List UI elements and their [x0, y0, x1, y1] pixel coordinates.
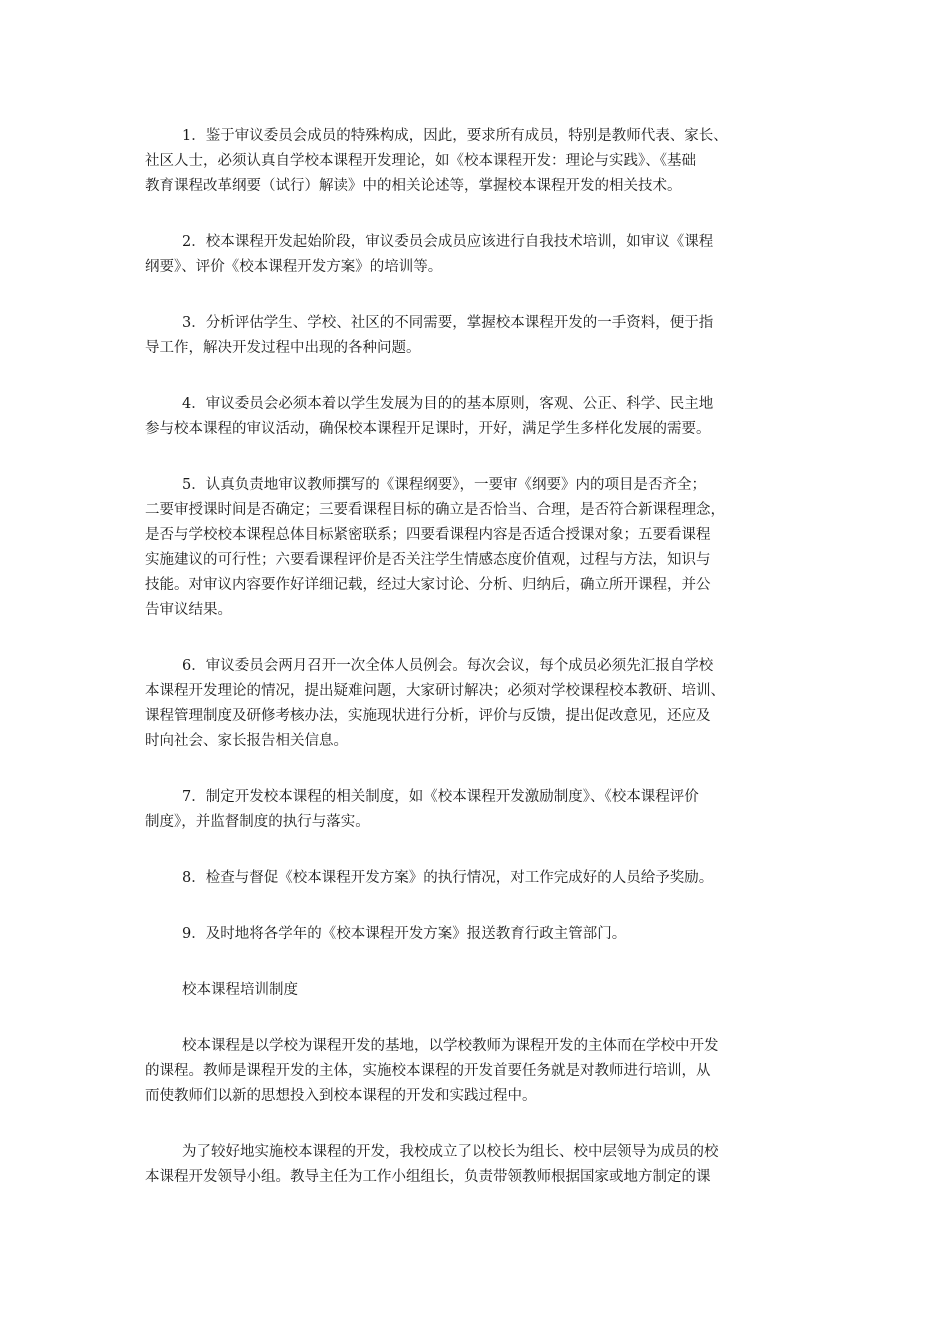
text-line: 实施建议的可行性；六要看课程评价是否关注学生情感态度价值观，过程与方法，知识与 [145, 552, 711, 568]
paragraph-item-9 [145, 922, 805, 947]
paragraph-item-5 [145, 473, 805, 623]
text-line: 告审议结果。 [145, 602, 232, 618]
text-line: 课程管理制度及研修考核办法，实施现状进行分析，评价与反馈，提出促改意见，还应及 [145, 708, 711, 724]
text-line: 3．分析评估学生、学校、社区的不同需要，掌握校本课程开发的一手资料，便于指 [182, 315, 714, 331]
paragraph-item-8 [145, 866, 805, 891]
paragraph-item-1 [145, 124, 805, 199]
text-line: 本课程开发理论的情况，提出疑难问题，大家研讨解决；必须对学校课程校本教研、培训、 [145, 683, 725, 699]
body-paragraph-1 [145, 1034, 805, 1109]
text-line: 7．制定开发校本课程的相关制度，如《校本课程开发激励制度》、《校本课程评价 [182, 789, 699, 805]
text-line: 为了较好地实施校本课程的开发，我校成立了以校长为组长、校中层领导为成员的校 [182, 1144, 719, 1160]
text-line: 校本课程是以学校为课程开发的基地，以学校教师为课程开发的主体而在学校中开发 [182, 1038, 719, 1054]
text-line: 教育课程改革纲要（试行）解读》中的相关论述等，掌握校本课程开发的相关技术。 [145, 178, 682, 194]
text-line: 8．检查与督促《校本课程开发方案》的执行情况，对工作完成好的人员给予奖励。 [182, 870, 714, 886]
text-line: 1．鉴于审议委员会成员的特殊构成，因此，要求所有成员，特别是教师代表、家长、 [182, 128, 728, 144]
text-line: 制度》，并监督制度的执行与落实。 [145, 814, 370, 830]
paragraph-item-7 [145, 785, 805, 835]
text-line: 而使教师们以新的思想投入到校本课程的开发和实践过程中。 [145, 1088, 537, 1104]
text-line: 2．校本课程开发起始阶段，审议委员会成员应该进行自我技术培训，如审议《课程 [182, 234, 714, 250]
text-line: 4．审议委员会必须本着以学生发展为目的的基本原则，客观、公正、科学、民主地 [182, 396, 714, 412]
heading-text: 校本课程培训制度 [182, 982, 298, 998]
text-line: 6．审议委员会两月召开一次全体人员例会。每次会议，每个成员必须先汇报自学校 [182, 658, 714, 674]
text-line: 技能。对审议内容要作好详细记载，经过大家讨论、分析、归纳后，确立所开课程，并公 [145, 577, 711, 593]
text-line: 是否与学校校本课程总体目标紧密联系；四要看课程内容是否适合授课对象；五要看课程 [145, 527, 711, 543]
body-paragraph-2 [145, 1140, 805, 1190]
text-line: 9．及时地将各学年的《校本课程开发方案》报送教育行政主管部门。 [182, 926, 627, 942]
text-line: 的课程。教师是课程开发的主体，实施校本课程的开发首要任务就是对教师进行培训，从 [145, 1063, 711, 1079]
text-line: 社区人士，必须认真自学校本课程开发理论，如《校本课程开发：理论与实践》、《基础 [145, 153, 696, 169]
text-line: 导工作，解决开发过程中出现的各种问题。 [145, 340, 421, 356]
text-line: 5．认真负责地审议教师撰写的《课程纲要》，一要审《纲要》内的项目是否齐全； [182, 477, 706, 493]
document-page [145, 124, 805, 1221]
text-line: 本课程开发领导小组。教导主任为工作小组组长，负责带领教师根据国家或地方制定的课 [145, 1169, 711, 1185]
paragraph-item-6 [145, 654, 805, 754]
paragraph-item-3 [145, 311, 805, 361]
text-line: 二要审授课时间是否确定；三要看课程目标的确立是否恰当、合理，是否符合新课程理念， [145, 502, 725, 518]
paragraph-item-4 [145, 392, 805, 442]
text-line: 纲要》、评价《校本课程开发方案》的培训等。 [145, 259, 443, 275]
text-line: 参与校本课程的审议活动，确保校本课程开足课时，开好，满足学生多样化发展的需要。 [145, 421, 711, 437]
paragraph-item-2 [145, 230, 805, 280]
section-heading [145, 978, 805, 1003]
text-line: 时向社会、家长报告相关信息。 [145, 733, 348, 749]
